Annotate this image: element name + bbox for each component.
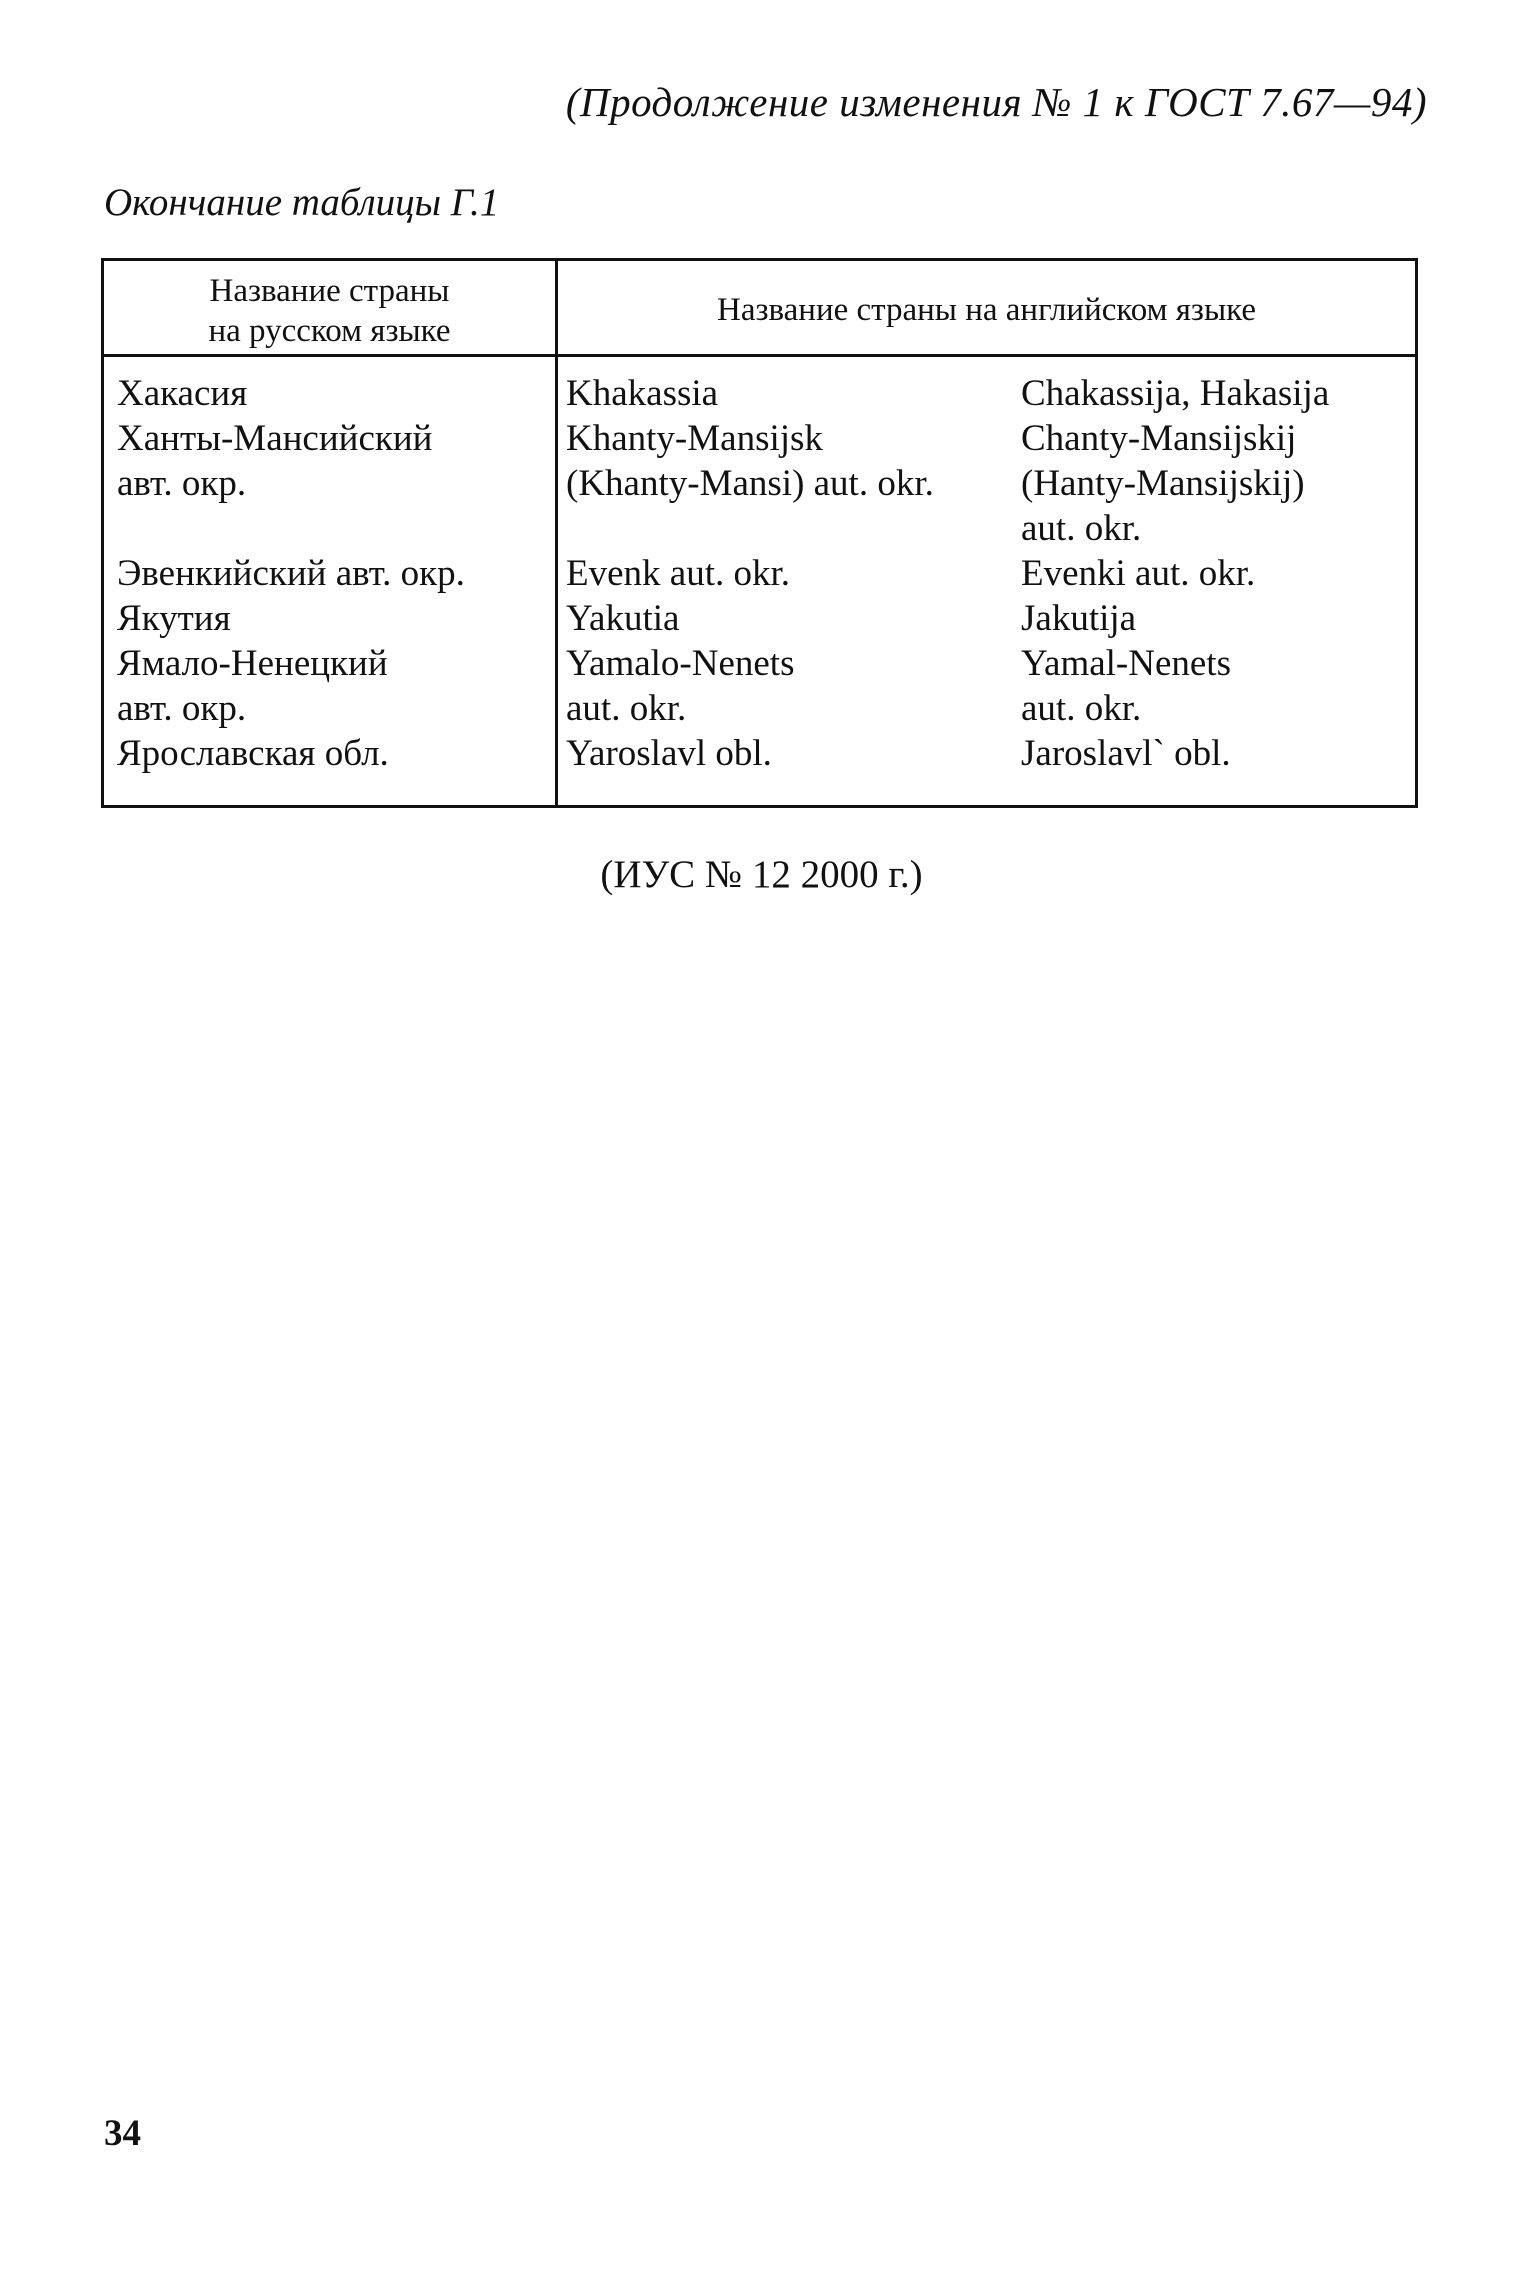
cell-english-1: aut. okr. [566,688,687,729]
cell-russian: авт. окр. [117,463,247,504]
cell-english-2: Jakutija [1021,598,1137,639]
country-names-table [101,258,1418,808]
cell-english-2: Jaroslavl` obl. [1021,733,1231,774]
cell-english-2: Chanty-Mansijskij [1021,418,1297,459]
header-russian-name-line1: Название страны [209,272,450,309]
cell-english-1: Evenk aut. okr. [566,553,791,594]
cell-russian: Хакасия [117,373,248,414]
table-row [104,506,1415,551]
cell-english-1: (Khanty-Mansi) aut. okr. [566,463,934,504]
table-row [104,371,1415,416]
cell-english-2: Yamal-Nenets [1021,643,1231,684]
running-head: (Продолжение изменения № 1 к ГОСТ 7.67—94) [565,79,1427,125]
header-divider [104,354,1415,357]
page-number: 34 [104,2113,141,2154]
cell-english-2: Evenki aut. okr. [1021,553,1256,594]
cell-english-1: Khakassia [566,373,719,414]
cell-russian: Ямало-Ненецкий [117,643,388,684]
header-english-name: Название страны на английском языке [717,292,1256,328]
table-row [104,416,1415,461]
cell-english-2: Chakassija, Hakasija [1021,373,1330,414]
table-body [104,371,1415,776]
table-row [104,641,1415,686]
table-caption: Окончание таблицы Г.1 [104,181,500,224]
header-russian-name-line2: на русском языке [208,312,451,349]
cell-english-2: aut. okr. [1021,688,1142,729]
header-russian-name [104,267,555,354]
cell-russian: Ярославская обл. [117,733,389,774]
cell-english-1: Yakutia [566,598,680,639]
cell-english-1: Khanty-Mansijsk [566,418,823,459]
cell-russian: Якутия [117,598,231,639]
cell-english-2: aut. okr. [1021,508,1142,549]
cell-russian: Эвенкийский авт. окр. [117,553,465,594]
table-row [104,551,1415,596]
source-note: (ИУС № 12 2000 г.) [600,853,923,896]
table-row [104,596,1415,641]
table-row [104,731,1415,776]
table-row [104,686,1415,731]
cell-english-2: (Hanty-Mansijskij) [1021,463,1305,504]
cell-english-1: Yaroslavl obl. [566,733,772,774]
cell-english-1: Yamalo-Nenets [566,643,795,684]
table-row [104,461,1415,506]
cell-russian: Ханты-Мансийский [117,418,433,459]
cell-russian: авт. окр. [117,688,247,729]
